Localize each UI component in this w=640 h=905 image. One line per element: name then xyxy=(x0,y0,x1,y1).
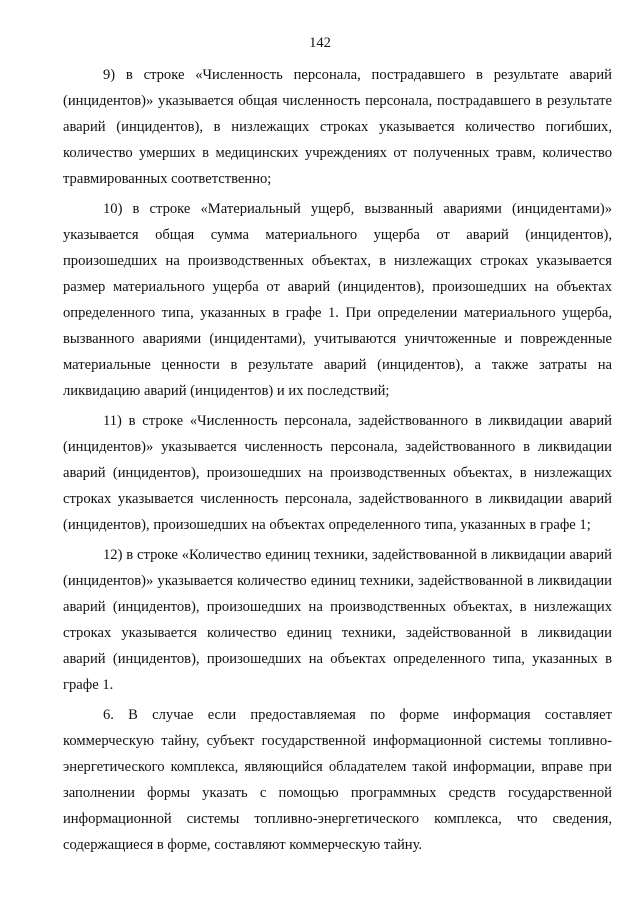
paragraph-item-9: 9) в строке «Численность персонала, пострадавшего в результате аварий (инцидентов)» указывается общая численность персонала, пострадавшего в результате аварий (инцидентов), в низлежащих строках указывается количество погибших, количество умерших в медицинских учреждениях от полученных травм, количество травмированных соответственно; xyxy=(63,67,612,187)
paragraph-section-6: 6. В случае если предоставляемая по форме информация составляет коммерческую тайну, субъект государственной информационной системы топливно-энергетического комплекса, являющийся обладателем такой информации, вправе при заполнении формы указать с помощью программных средств государственной информационной системы топливно-энергетического комплекса, что сведения, содержащиеся в форме, составляют коммерческую тайну. xyxy=(63,707,612,853)
page-number: 142 xyxy=(309,35,331,51)
paragraph-item-10: 10) в строке «Материальный ущерб, вызванный авариями (инцидентами)» указывается общая сумма материального ущерба от аварий (инцидентов), произошедших на производственных объектах, в низлежащих строках указывается размер материального ущерба от аварий (инцидентов), произошедших на объектах определенного типа, указанных в графе 1. При определении материального ущерба, вызванного авариями (инцидентами), учитываются уничтоженные и поврежденные материальные ценности в результате аварий (инцидентов), а также затраты на ликвидацию аварий (инцидентов) и их последствий; xyxy=(63,201,612,399)
document-body xyxy=(63,62,612,858)
paragraph-item-11: 11) в строке «Численность персонала, задействованного в ликвидации аварий (инцидентов)» указывается численность персонала, задействованного в ликвидации аварий (инцидентов), произошедших на производственных объектах, в низлежащих строках указывается численность персонала, задействованного в ликвидации аварий (инцидентов), произошедших на объектах определенного типа, указанных в графе 1; xyxy=(63,413,612,533)
paragraph-item-12: 12) в строке «Количество единиц техники, задействованной в ликвидации аварий (инцидентов)» указывается количество единиц техники, задействованной в ликвидации аварий (инцидентов), произошедших на производственных объектах, в низлежащих строках указывается количество единиц техники, задействованной в ликвидации аварий (инцидентов), произошедших на объектах определенного типа, указанных в графе 1. xyxy=(63,547,612,693)
